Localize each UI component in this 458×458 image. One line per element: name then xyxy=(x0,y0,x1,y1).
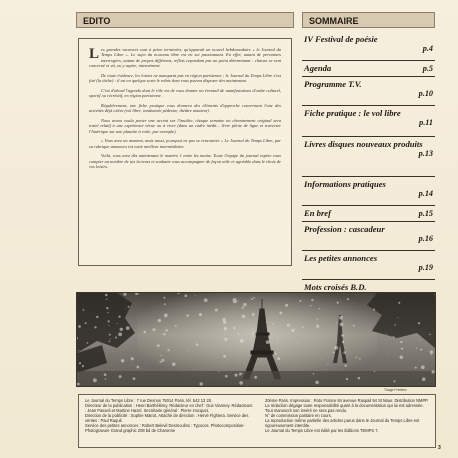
sommaire-item[interactable] xyxy=(302,137,435,177)
sommaire-item-title: Agenda xyxy=(304,63,332,73)
colophon-line: La reproduction même partielle des articles parus dans le Journal du Temps Libre est rigoureusement interdite. xyxy=(265,418,420,428)
sommaire-item-page: p.19 xyxy=(418,263,433,273)
sommaire-item-title: Mots croisés B.D. xyxy=(304,282,367,292)
sommaire-item-title: Fiche pratique : le vol libre xyxy=(304,108,401,118)
sommaire-item-page: p.14 xyxy=(418,189,433,199)
colophon-line: N° de commission paritaire en cours. xyxy=(265,413,332,418)
sommaire-item[interactable] xyxy=(302,32,435,61)
colophon xyxy=(78,394,436,448)
sommaire-item-title: En bref xyxy=(304,208,331,218)
colophon-line: La rédaction dégage toute responsabilité quant à la documentation qui lui est adressée. Tout manuscrit non inséré ne sera pas rendu. xyxy=(265,403,424,413)
sommaire-item-title: Livres disques nouveaux produits xyxy=(304,139,423,149)
edito-paragraph: Voilà, vous avez dès maintenant le numéro 1 entre les mains. Toute l'équipe du journal espère vous compter au nombre de ses lecteurs et souhaite vous accompagner de façon utile et agréable dans le choix de vos loisirs. xyxy=(89,153,281,170)
colophon-line: 20ème Paris. Impression : Roto France 84 avenue Raspail 94 St Maur. Distribution NMPP. xyxy=(265,398,429,403)
colophon-line: Le Journal du Temps Libre : 7 rue Desnos 75014 Paris, tél. 542 13 20. xyxy=(85,398,213,403)
colophon-line: Direction de la publicité : Sophie Matrot. Attaché de direction : Hervé Fighiera. Service des ventes : Paul Raquil. xyxy=(85,413,249,423)
sommaire-item-page: p.5 xyxy=(422,64,433,73)
edito-paragraph: C'est d'abord l'agenda dont le rôle est de vous donner un éventail de manifestations d'ordre culturel, sportif ou récréatif, en région parisienne. xyxy=(89,87,281,99)
sommaire-item[interactable] xyxy=(302,251,435,280)
edito-box xyxy=(78,38,292,266)
colophon-left xyxy=(85,398,253,433)
sommaire-item[interactable] xyxy=(302,177,435,206)
sommaire-item-title: Informations pratiques xyxy=(304,179,386,189)
page-number: 3 xyxy=(438,445,441,451)
edito-paragraph: Régulièrement, une fiche pratique vous donnera des éléments d'approche concernant l'une des activités déjà citées (vol libre, randonnée pédestre, théâtre amateur). xyxy=(89,102,281,114)
colophon-line: Service des petites annonces : Robert Belevil Desmoulins : Typocos. Photocomposition-Photogravure Grand graphic 208 bd de Charonne xyxy=(85,423,245,433)
sommaire-item[interactable] xyxy=(302,106,435,137)
sommaire-item[interactable] xyxy=(302,77,435,106)
sommaire-item-page: p.11 xyxy=(419,118,433,128)
sommaire-item-title: Les petites annonces xyxy=(304,253,378,263)
sommaire-item[interactable] xyxy=(302,206,435,222)
sommaire-item-title: IV Festival de poésie xyxy=(304,34,378,44)
photo-credit: Tirage Frédéric xyxy=(384,388,407,392)
edito-paragraph: es grandes vacances sont à peine terminées, qu'apparaît un nouvel hebdomadaire « le Journal du Temps Libre ». Le sujet du nouveau libre est en soi passionnant. En effet, autant de personnes interrogées, autant de propos différents, reflets cependant par un point déterminant : chacun se sent concerné et vit, ou y aspire, intensément. xyxy=(89,47,281,69)
sommaire-item-page: p.4 xyxy=(422,44,433,54)
edito-header: EDITO xyxy=(76,12,294,28)
edito-paragraph: « Vous avez un moment, mais aussi, pourquoi ne pas se rencontrer » Le Journal du Temps Libre, par sa rubrique annonces est votre meilleur intermédiaire. xyxy=(89,138,281,149)
edito-text xyxy=(89,47,281,174)
sommaire-item-page: p.10 xyxy=(418,89,433,99)
sommaire-item[interactable] xyxy=(302,222,435,251)
sommaire-item[interactable] xyxy=(302,61,435,77)
edito-drop-cap: L xyxy=(89,46,100,62)
sommaire-item-title: Programme T.V. xyxy=(304,79,362,89)
edito-paragraph: De toute évidence, les loisirs ne manquent pas en région parisienne ; le Journal du Temps Libre s'est fixé (la tâche) : il est en quelque sorte le relais dont vous pouvez disposer des maintenant. xyxy=(89,72,281,84)
colophon-line: Directeur de la publication : Henri Barthélémy. Rédacteur en chef : Gus Vianney. Rédacteurs : Jean Passeli et Martine Hazel. Secrétaire général : Pierre Hocquet. xyxy=(85,403,253,413)
sommaire-item-page: p.13 xyxy=(418,149,433,159)
sommaire-item-page: p.16 xyxy=(418,234,433,244)
sommaire-header: SOMMAIRE xyxy=(302,12,435,28)
colophon-line: Le Journal du Temps Libre est édité par les Éditions TEMPS 7. xyxy=(265,428,379,433)
eiffel-tower-rain-photo xyxy=(76,292,436,387)
photo-illustration xyxy=(77,293,435,386)
edito-paragraph: Nous avons voulu porter une accent sur l'insolite, chaque semaine un cheminement original sera traité relatif à une expérience vécue ou à vivre (dans un cadre inédit... lèvre pilote de ligne et traverser l'Amérique sur une planche à voile, par exemple). xyxy=(89,117,281,134)
sommaire-item-title: Profession : cascadeur xyxy=(304,224,385,234)
sommaire-item-page: p.15 xyxy=(418,209,433,218)
sommaire-list xyxy=(302,32,435,304)
colophon-right xyxy=(265,398,431,433)
